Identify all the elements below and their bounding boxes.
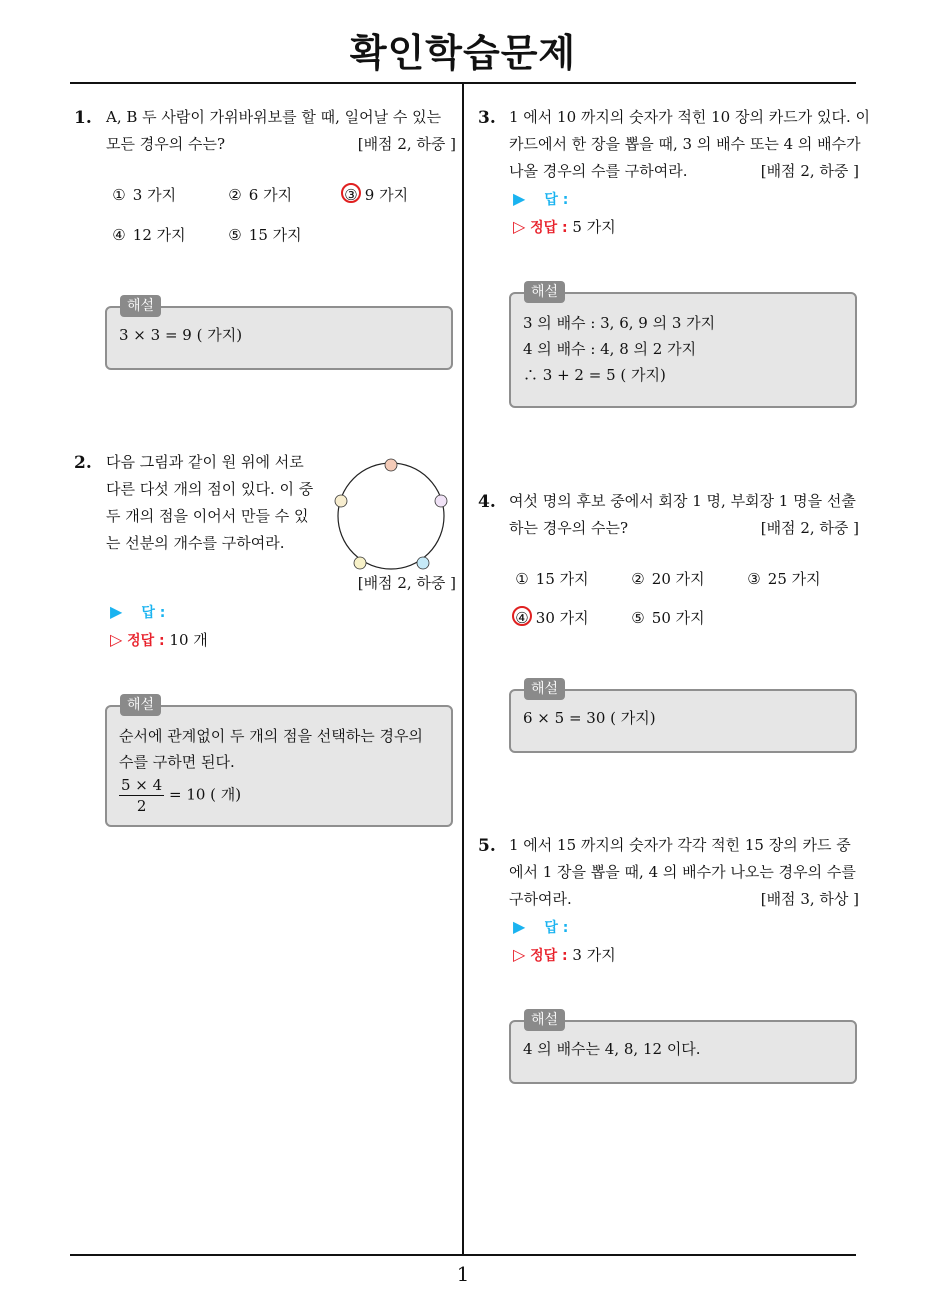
- explanation-box: [509, 292, 857, 408]
- explanation-line: 6 × 5 = 30 ( 가지): [523, 709, 656, 727]
- option-4[interactable]: [110, 224, 186, 245]
- explanation-tab: 해설: [524, 281, 565, 303]
- option-number: ④: [112, 226, 126, 244]
- play-icon: ▶: [513, 189, 526, 208]
- answer-label: 답 :: [544, 920, 569, 936]
- option-number: ①: [515, 570, 529, 588]
- answer-label: 답 :: [544, 192, 569, 208]
- correct-answer-row: [513, 941, 616, 970]
- question-4-text: [509, 488, 859, 542]
- outline-triangle-icon: ▷: [110, 630, 123, 649]
- page-number: 1: [456, 1262, 470, 1286]
- option-number: ③: [344, 186, 358, 204]
- explanation-tab: 해설: [524, 678, 565, 700]
- option-1[interactable]: [110, 184, 176, 205]
- answer-input-row[interactable]: [110, 598, 165, 627]
- correct-answer-value: 10 개: [169, 631, 208, 649]
- question-line: 모든 경우의 수는?: [106, 135, 226, 153]
- answer-label: 답 :: [141, 605, 166, 621]
- explanation-line: 4 의 배수는 4, 8, 12 이다.: [523, 1040, 701, 1058]
- option-label: 30 가지: [535, 609, 589, 627]
- question-line: 1 에서 15 까지의 숫자가 각각 적힌 15 장의 카드 중: [509, 836, 851, 854]
- outline-triangle-icon: ▷: [513, 217, 526, 236]
- play-icon: ▶: [513, 917, 526, 936]
- question-3-text: [509, 104, 870, 185]
- question-line: 나올 경우의 수를 구하여라.: [509, 162, 688, 180]
- formula-result: = 10 ( 개): [168, 785, 242, 804]
- option-label: 15 가지: [248, 226, 302, 244]
- explanation-line: 3 × 3 = 9 ( 가지): [119, 326, 243, 344]
- option-number: ②: [228, 186, 242, 204]
- fraction-numerator: 5 × 4: [121, 776, 163, 794]
- explanation-tab: 해설: [524, 1009, 565, 1031]
- question-2-text: [106, 449, 316, 557]
- answer-input-row[interactable]: [513, 913, 568, 942]
- option-2[interactable]: [226, 184, 292, 205]
- question-1-number: 1.: [74, 108, 92, 128]
- question-line: 카드에서 한 장을 뽑을 때, 3 의 배수 또는 4 의 배수가: [509, 135, 861, 153]
- circle-diagram: [330, 456, 450, 576]
- answer-input-row[interactable]: [513, 185, 568, 214]
- explanation-line: 수를 구하면 된다.: [119, 753, 235, 771]
- explanation-box: [105, 705, 453, 827]
- question-line: 하는 경우의 수는?: [509, 519, 629, 537]
- question-line: 에서 1 장을 뽑을 때, 4 의 배수가 나오는 경우의 수를: [509, 863, 856, 881]
- question-score: [배점 3, 하상 ]: [760, 890, 859, 908]
- question-line: 구하여라.: [509, 890, 572, 908]
- option-label: 25 가지: [767, 570, 821, 588]
- option-5[interactable]: [226, 224, 302, 245]
- explanation-formula: [119, 775, 439, 816]
- question-score: [배점 2, 하중 ]: [357, 574, 456, 592]
- question-2-meta-row: [306, 570, 456, 597]
- question-4-number: 4.: [478, 492, 496, 512]
- question-3-number: 3.: [478, 108, 496, 128]
- column-divider: [462, 84, 464, 1254]
- question-score: [배점 2, 하중 ]: [760, 519, 859, 537]
- question-line: 다음 그림과 같이 원 위에 서로: [106, 453, 304, 471]
- correct-label: 정답 :: [530, 220, 568, 236]
- correct-answer-row: [513, 213, 616, 242]
- question-1-text: [106, 104, 456, 158]
- question-score: [배점 2, 하중 ]: [760, 162, 859, 180]
- option-number: ③: [747, 570, 761, 588]
- option-label: 9 가지: [364, 186, 409, 204]
- question-5-number: 5.: [478, 836, 496, 856]
- option-2[interactable]: [629, 568, 705, 589]
- fraction: [119, 775, 164, 816]
- explanation-line: 4 의 배수 : 4, 8 의 2 가지: [523, 340, 697, 358]
- outline-triangle-icon: ▷: [513, 945, 526, 964]
- option-3[interactable]: [745, 568, 821, 589]
- fraction-denominator: 2: [136, 797, 147, 815]
- explanation-tab: 해설: [120, 295, 161, 317]
- option-label: 50 가지: [651, 609, 705, 627]
- correct-answer-value: 3 가지: [572, 946, 616, 964]
- point-bottom-left: [354, 557, 366, 569]
- correct-answer-row: [110, 626, 208, 655]
- correct-label: 정답 :: [530, 948, 568, 964]
- point-bottom-right: [417, 557, 429, 569]
- correct-label: 정답 :: [127, 633, 165, 649]
- question-line: 다른 다섯 개의 점이 있다. 이 중: [106, 480, 314, 498]
- option-5[interactable]: [629, 607, 705, 628]
- question-2-number: 2.: [74, 453, 92, 473]
- option-label: 6 가지: [248, 186, 293, 204]
- explanation-tab: 해설: [120, 694, 161, 716]
- option-number: ④: [515, 609, 529, 627]
- selected-answer-circle: [341, 183, 361, 203]
- option-number: ⑤: [631, 609, 645, 627]
- point-left: [335, 495, 347, 507]
- question-score: [배점 2, 하중 ]: [357, 135, 456, 153]
- option-label: 20 가지: [651, 570, 705, 588]
- option-number: ⑤: [228, 226, 242, 244]
- correct-answer-value: 5 가지: [572, 218, 616, 236]
- question-line: 두 개의 점을 이어서 만들 수 있: [106, 507, 309, 525]
- point-right: [435, 495, 447, 507]
- option-label: 3 가지: [132, 186, 177, 204]
- question-line: 는 선분의 개수를 구하여라.: [106, 534, 285, 552]
- question-line: 1 에서 10 까지의 숫자가 적힌 10 장의 카드가 있다. 이: [509, 108, 870, 126]
- option-number: ②: [631, 570, 645, 588]
- option-label: 12 가지: [132, 226, 186, 244]
- explanation-line: 3 의 배수 : 3, 6, 9 의 3 가지: [523, 314, 716, 332]
- page-title: 확인학습문제: [349, 31, 577, 75]
- question-line: A, B 두 사람이 가위바위보를 할 때, 일어날 수 있는: [106, 108, 442, 126]
- option-number: ①: [112, 186, 126, 204]
- point-top: [385, 459, 397, 471]
- bottom-rule: [70, 1254, 856, 1256]
- explanation-line: 순서에 관계없이 두 개의 점을 선택하는 경우의: [119, 727, 423, 745]
- question-5-text: [509, 832, 859, 913]
- option-1[interactable]: [513, 568, 589, 589]
- explanation-line: ∴ 3 + 2 = 5 ( 가지): [523, 366, 666, 384]
- question-line: 여섯 명의 후보 중에서 회장 1 명, 부회장 1 명을 선출: [509, 492, 856, 510]
- option-label: 15 가지: [535, 570, 589, 588]
- play-icon: ▶: [110, 602, 123, 621]
- selected-answer-circle: [512, 606, 532, 626]
